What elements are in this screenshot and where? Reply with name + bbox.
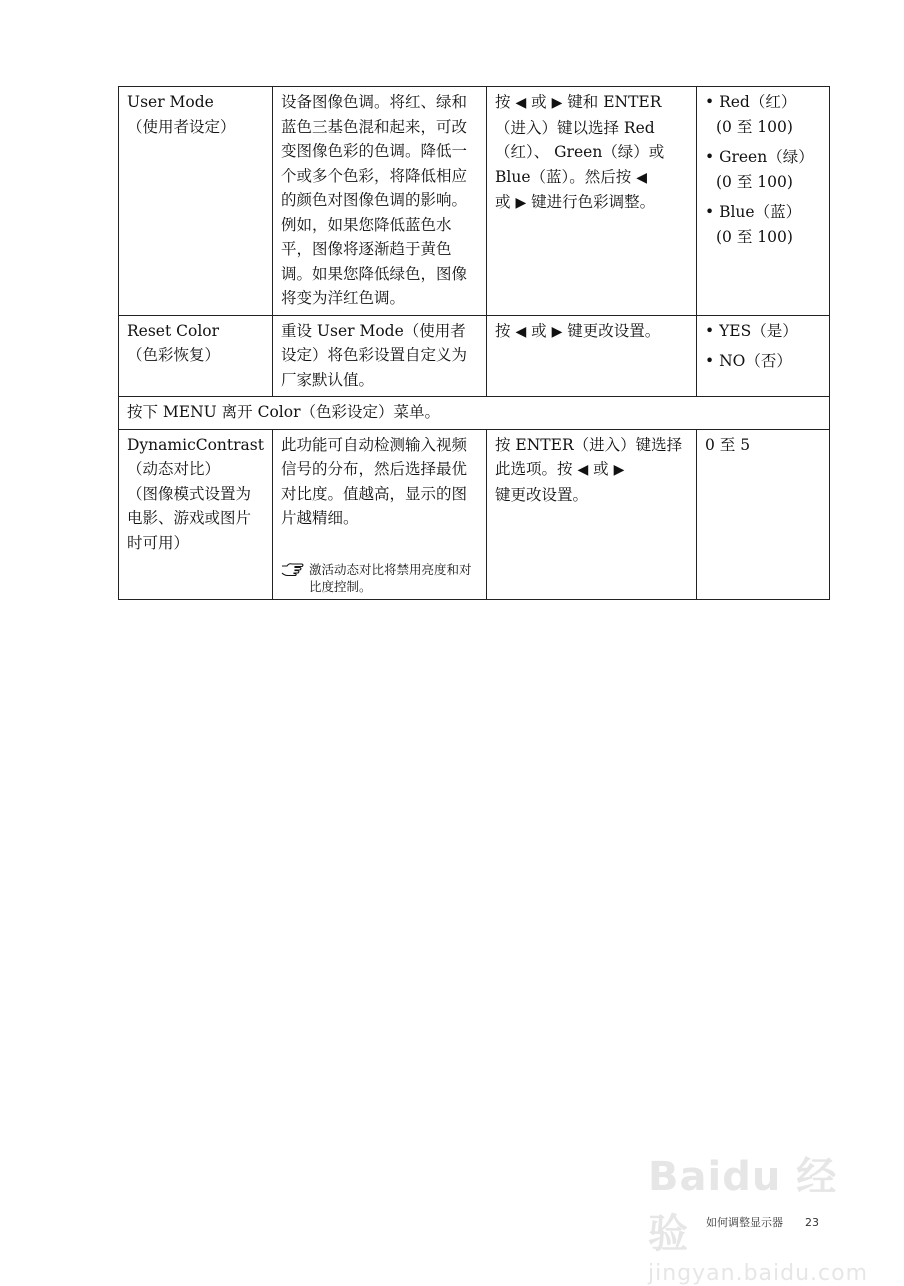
option-no: • NO（否） [705,352,792,370]
watermark-url: jingyan.baidu.com [648,1261,869,1286]
operation-text: 或 [526,321,552,340]
setting-name-cell [119,87,273,316]
operation-text: 键更改设置。 [562,321,661,340]
left-arrow-icon: ◀ [515,95,527,111]
description-cell [273,315,487,397]
right-arrow-icon: ▶ [613,462,625,478]
operation-text: 键进行色彩调整。 [526,193,656,211]
range-cell [697,87,830,316]
watermark-logo: Baidu 经验 [648,1154,838,1257]
range-value: 0 至 5 [705,435,751,454]
footer-section-title: 如何调整显示器 [706,1216,783,1229]
range-cell [697,429,830,599]
operation-text: 键和 ENTER（进入）键以选择 Red（红）、 Green（绿）或 Blue（蓝）。然后按 [495,93,665,186]
setting-name-cn: （动态对比） [127,460,221,478]
page-number: 23 [805,1216,819,1229]
setting-name-cn: （使用者设定） [127,117,236,136]
right-arrow-icon: ▶ [515,195,527,211]
description-text: 重设 User Mode（使用者设定）将色彩设置自定义为厂家默认值。 [281,321,468,389]
option-green-range: (0 至 100) [716,172,793,191]
setting-name-cell [119,315,273,397]
table-row-exit [119,397,830,430]
right-arrow-icon: ▶ [551,95,563,111]
setting-name: User Mode [127,93,214,111]
setting-name: Reset Color [127,321,220,340]
description-cell [273,87,487,316]
option-blue: • Blue（蓝） [705,203,802,221]
left-arrow-icon: ◀ [636,169,647,186]
operation-text: 或 [588,460,614,478]
operation-cell [487,429,697,599]
table-row-reset-color [119,315,830,397]
operation-cell [487,87,697,316]
operation-text: 或 [495,193,516,211]
left-arrow-icon: ◀ [577,462,589,478]
settings-table [118,86,830,600]
note-text: 激活动态对比将禁用亮度和对比度控制。 [309,561,472,594]
option-yes: • YES（是） [705,321,798,340]
option-blue-range: (0 至 100) [716,227,793,246]
table-row-user-mode [119,87,830,316]
watermark [648,1145,878,1286]
option-red: • Red（红） [705,93,797,111]
operation-text: 键更改设置。 [495,485,589,504]
operation-text: 按 [495,93,516,111]
option-green: • Green（绿） [705,148,814,166]
page-footer [706,1214,819,1230]
operation-text: 按 [495,321,516,340]
table-row-dynamic-contrast [119,429,830,599]
setting-name-cn: （色彩恢复） [127,346,221,364]
operation-text: 按 ENTER（进入）键选择此选项。按 [495,435,683,478]
description-text: 此功能可自动检测输入视频信号的分布，然后选择最优对比度。值越高，显示的图片越精细。 [281,435,468,527]
option-red-range: (0 至 100) [716,117,793,136]
setting-name-cell [119,429,273,599]
left-arrow-icon: ◀ [515,323,527,340]
description-text: 设备图像色调。将红、绿和蓝色三基色混和起来，可改变图像色彩的色调。降低一个或多个色彩，将降低相应的颜色对图像色调的影响。例如，如果您降低蓝色水平，图像将逐渐趋于黄色调。如果您降低绿色，图像将变为洋红色调。 [281,93,468,307]
operation-cell [487,315,697,397]
note [281,561,478,595]
availability-condition: （图像模式设置为电影、游戏或图片时可用） [127,484,252,552]
description-cell [273,429,487,599]
exit-instruction: 按下 MENU 离开 Color（色彩设定）菜单。 [119,397,830,430]
operation-text: 或 [526,93,552,111]
range-cell [697,315,830,397]
pointing-hand-icon [281,561,309,595]
setting-name: DynamicContrast [127,435,264,454]
right-arrow-icon: ▶ [551,323,563,340]
